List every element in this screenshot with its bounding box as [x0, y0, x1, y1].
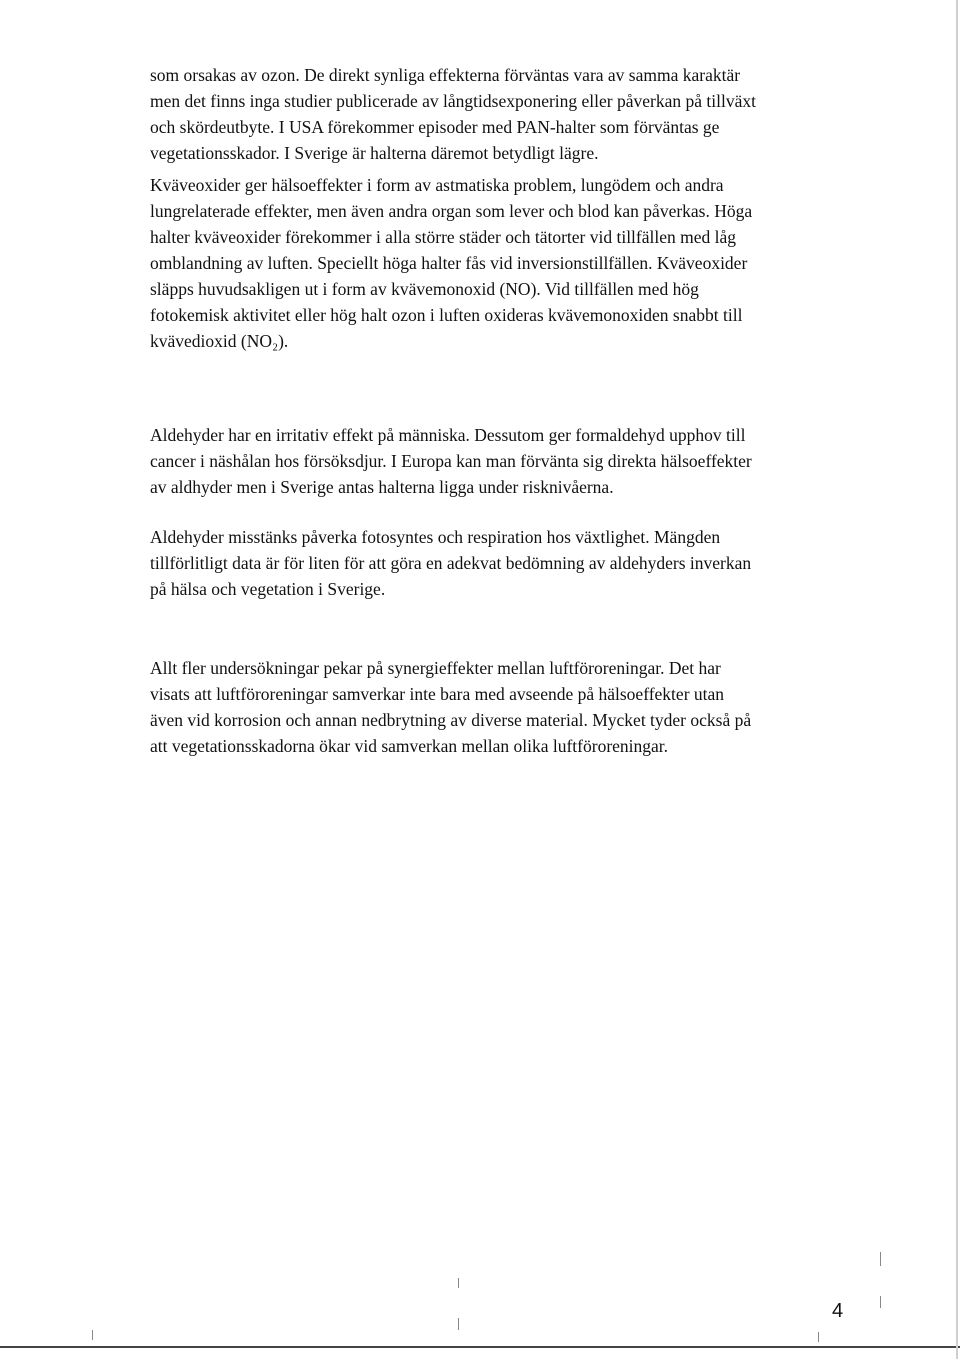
- text-line: på hälsa och vegetation i Sverige.: [150, 579, 386, 599]
- text-line: cancer i näshålan hos försöksdjur. I Europa kan man förvänta sig direkta hälsoeffekter: [150, 451, 752, 471]
- text-line: halter kväveoxider förekommer i alla större städer och tätorter vid tillfällen med låg: [150, 227, 737, 247]
- text-line: visats att luftföroreningar samverkar inte bara med avseende på hälsoeffekter utan: [150, 684, 725, 704]
- text-line: och skördeutbyte. I USA förekommer episoder med PAN-halter som förväntas ge: [150, 117, 720, 137]
- text-line: Kväveoxider ger hälsoeffekter i form av astmatiska problem, lungödem och andra: [150, 175, 724, 195]
- paragraph-nitrogen-oxides: [150, 172, 850, 354]
- scan-bottom-edge: [0, 1346, 960, 1348]
- text-line: vegetationsskador. I Sverige är halterna däremot betydligt lägre.: [150, 143, 599, 163]
- scan-speck: [880, 1296, 881, 1308]
- page-number: 4: [832, 1300, 844, 1322]
- text-line: Aldehyder misstänks påverka fotosyntes och respiration hos växtlighet. Mängden: [150, 527, 721, 547]
- text-line: tillförlitligt data är för liten för att göra en adekvat bedömning av aldehyders inverkan: [150, 553, 752, 573]
- text-line: omblandning av luften. Speciellt höga halter fås vid inversionstillfällen. Kväveoxider: [150, 253, 748, 273]
- scan-right-edge: [956, 0, 958, 1359]
- paragraph-aldehydes-health: [150, 422, 850, 500]
- text-line: fotokemisk aktivitet eller hög halt ozon i luften oxideras kvävemonoxiden snabbt till: [150, 305, 743, 325]
- text-line: att vegetationsskadorna ökar vid samverkan mellan olika luftföroreningar.: [150, 736, 669, 756]
- scan-speck: [818, 1332, 819, 1342]
- scan-speck: [880, 1252, 881, 1266]
- paragraph-synergy-effects: [150, 655, 850, 759]
- text-line: Allt fler undersökningar pekar på synergieffekter mellan luftföroreningar. Det har: [150, 658, 721, 678]
- text-line: släpps huvudsakligen ut i form av kvävemonoxid (NO). Vid tillfällen med hög: [150, 279, 699, 299]
- scan-speck: [458, 1318, 459, 1330]
- text-line: kvävedioxid (NO₂).: [150, 331, 289, 351]
- text-line: Aldehyder har en irritativ effekt på människa. Dessutom ger formaldehyd upphov till: [150, 425, 746, 445]
- text-line: lungrelaterade effekter, men även andra organ som lever och blod kan påverkas. Höga: [150, 201, 753, 221]
- scan-speck: [458, 1278, 459, 1288]
- text-line: av aldhyder men i Sverige antas halterna ligga under risknivåerna.: [150, 477, 614, 497]
- text-line: även vid korrosion och annan nedbrytning av diverse material. Mycket tyder också på: [150, 710, 752, 730]
- text-line: men det finns inga studier publicerade av långtidsexponering eller påverkan på tillväxt: [150, 91, 756, 111]
- paragraph-aldehydes-vegetation: [150, 524, 850, 602]
- scan-speck: [92, 1330, 93, 1340]
- text-line: som orsakas av ozon. De direkt synliga effekterna förväntas vara av samma karaktär: [150, 65, 741, 85]
- paragraph-ozone-pan: [150, 62, 850, 166]
